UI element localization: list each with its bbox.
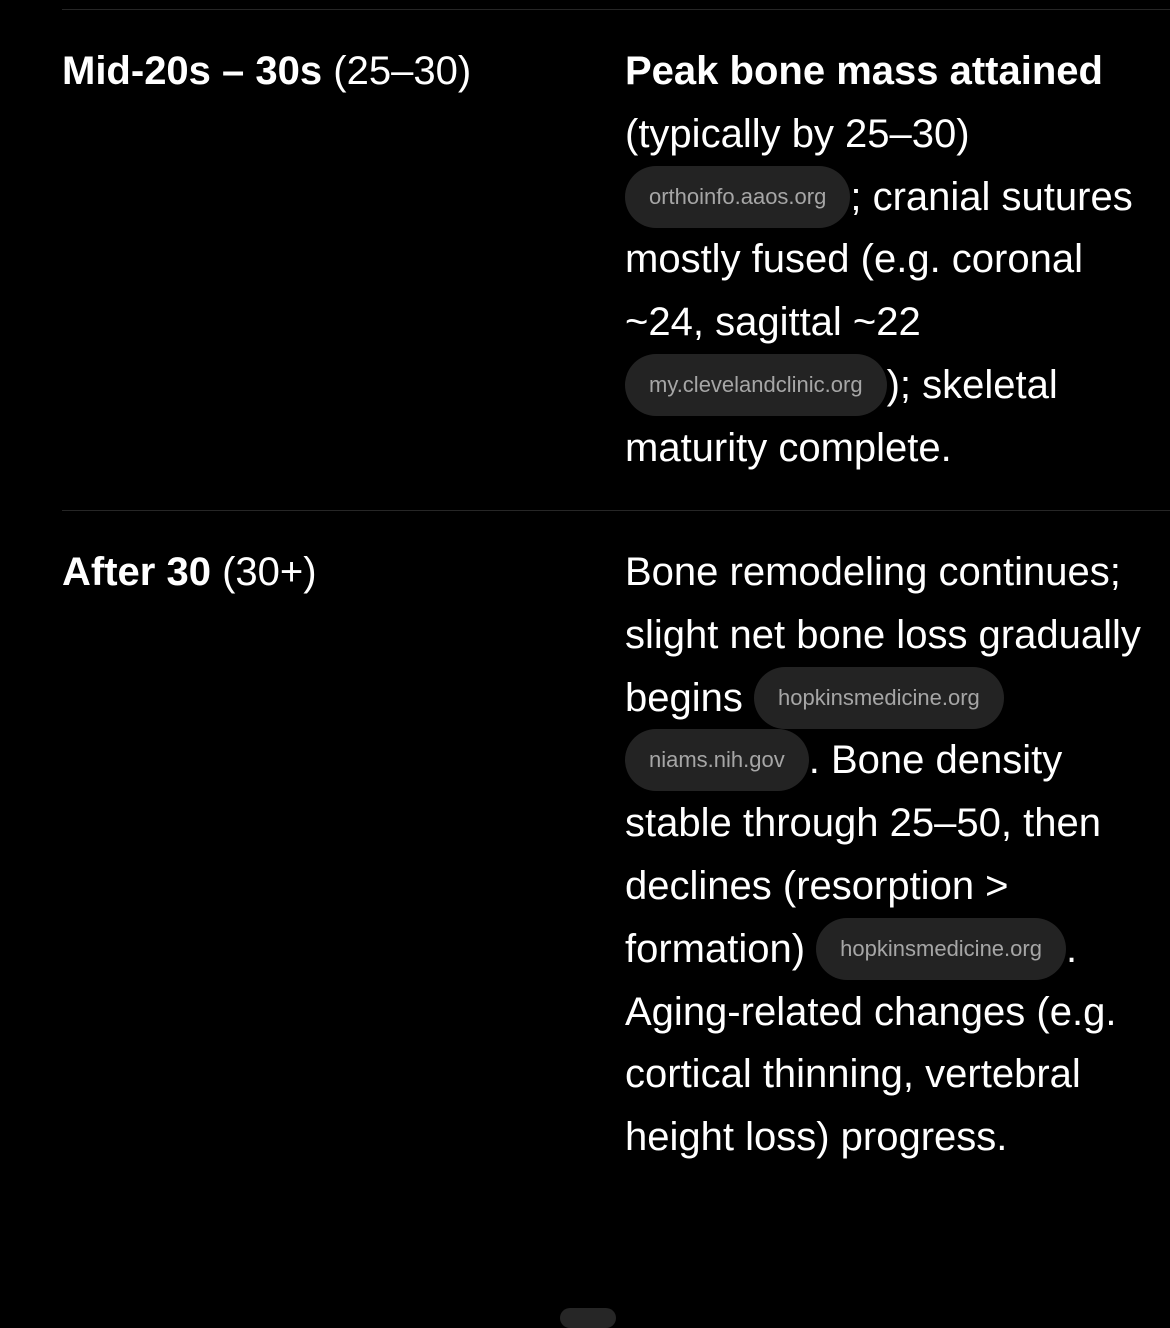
stage-range: (25–30)	[333, 49, 472, 93]
table-divider-top	[62, 9, 1170, 10]
table-row-stage-label	[62, 40, 471, 103]
citation-chip[interactable]: niams.nih.gov	[625, 729, 809, 791]
table-divider	[62, 510, 1170, 511]
citation-chip[interactable]: hopkinsmedicine.org	[816, 918, 1066, 980]
description-text: (typically by 25–30)	[625, 111, 970, 156]
table-row-description	[625, 541, 1170, 1169]
table-row-description	[625, 40, 1170, 480]
description-text: ); skeletal maturity complete.	[625, 362, 1058, 470]
citation-chip[interactable]: orthoinfo.aaos.org	[625, 166, 850, 228]
stage-name: After 30	[62, 550, 211, 594]
description-text: . Aging-related changes (e.g. cortical thinning, vertebral height loss) progress.	[625, 926, 1117, 1160]
citation-chip[interactable]: hopkinsmedicine.org	[754, 667, 1004, 729]
description-text: ; cranial sutures mostly fused (e.g. coronal ~24, sagittal ~22	[625, 174, 1133, 345]
description-text: . Bone density stable through 25–50, then declines (resorption > formation)	[625, 738, 1101, 971]
stage-range: (30+)	[222, 550, 317, 594]
highlight-text: Peak bone mass attained	[625, 49, 1103, 93]
citation-chip[interactable]: my.clevelandclinic.org	[625, 354, 887, 416]
table-row-stage-label	[62, 541, 317, 604]
scroll-to-bottom-button[interactable]	[560, 1308, 616, 1328]
stage-name: Mid-20s – 30s	[62, 49, 323, 93]
description-text: Bone remodeling continues; slight net bone loss gradually begins	[625, 550, 1141, 720]
